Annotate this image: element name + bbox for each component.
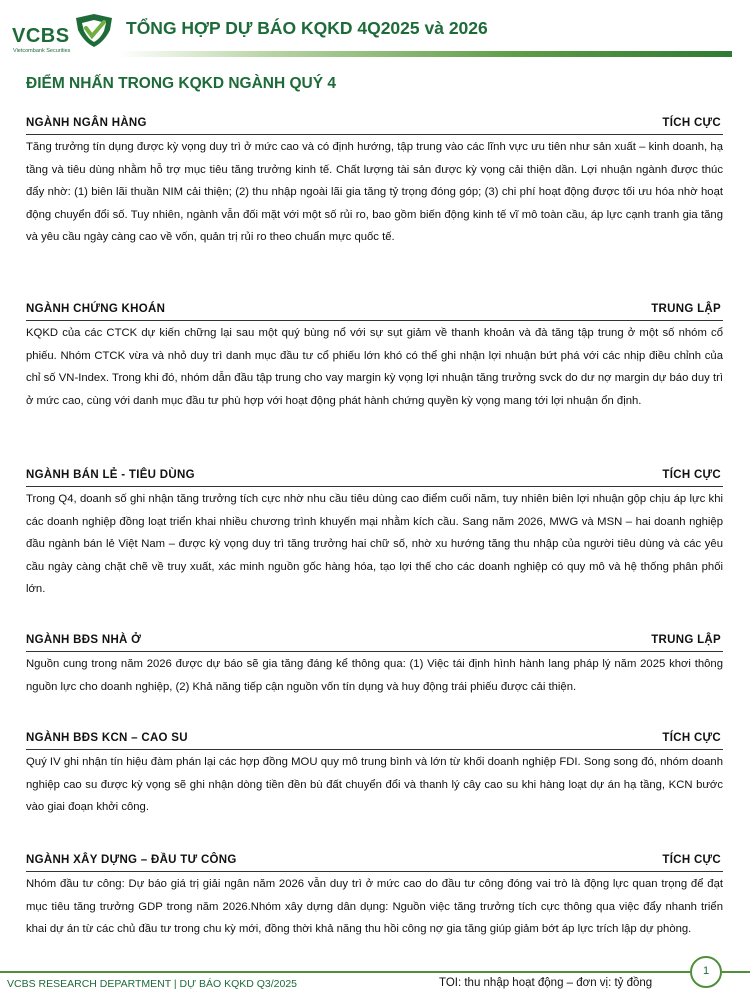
sector-header <box>26 852 723 872</box>
sector-name: NGÀNH CHỨNG KHOÁN <box>26 303 166 315</box>
footer-department: VCBS RESEARCH DEPARTMENT | DỰ BÁO KQKD Q3/2025 <box>7 978 298 990</box>
sector-name: NGÀNH BĐS KCN – CAO SU <box>26 732 188 744</box>
sector-name: NGÀNH XÂY DỰNG – ĐẦU TƯ CÔNG <box>26 854 237 866</box>
vcbs-logo <box>12 14 104 54</box>
sector-name: NGÀNH NGÂN HÀNG <box>26 117 147 129</box>
sector-retail-consumer <box>26 467 723 601</box>
footer-divider-right <box>722 971 750 973</box>
sector-rating: TÍCH CỰC <box>662 854 721 866</box>
sector-rating: TRUNG LẬP <box>651 634 721 646</box>
sector-rating: TÍCH CỰC <box>662 469 721 481</box>
sector-name: NGÀNH BÁN LẺ - TIÊU DÙNG <box>26 469 195 481</box>
sector-text: KQKD của các CTCK dự kiến chững lại sau một quý bùng nổ với sự sụt giảm về thanh khoản và đà tăng tập trung ở một số nhóm cổ phiếu. Nhóm CTCK vừa và nhỏ duy trì danh mục đầu tư cổ phiếu lớn khó có thể ghi nhận lợi nhuận bứt phá với các nhịp điều chỉnh của chỉ số VN-Index. Trong khi đó, nhóm dẫn đầu tập trung cho vay margin kỳ vọng lợi nhuận tăng trưởng svck do dư nợ margin dự báo duy trì ở mức cao, cùng với danh mục đầu tư phù hợp với hoạt động phát hành chứng quyền kỳ vọng mang tới lợi nhuận ổn định. <box>26 327 723 407</box>
logo-text: VCBS <box>12 25 70 47</box>
sector-text: Nhóm đầu tư công: Dự báo giá trị giải ngân năm 2026 vẫn duy trì ở mức cao do đầu tư công đóng vai trò là động lực quan trọng để đạt mục tiêu tăng trưởng GDP trong năm 2026.Nhóm xây dựng dân dụng: Nguồn việc tăng trưởng tích cực thông qua việc đẩy nhanh triển khai dự án từ các chủ đầu tư trong chu kỳ mới, đồng thời khả năng thu hồi công nợ gia tăng giúp giảm bớt áp lực trích lập dự phòng. <box>26 878 723 935</box>
header-gradient-bar <box>118 51 732 57</box>
footer-note: TOI: thu nhập hoạt động – đơn vị: tỷ đồng <box>439 977 653 989</box>
sector-header <box>26 730 723 750</box>
sector-header <box>26 467 723 487</box>
sector-securities <box>26 301 723 412</box>
sector-header <box>26 632 723 652</box>
sector-text: Nguồn cung trong năm 2026 được dự báo sẽ gia tăng đáng kể thông qua: (1) Việc tái định hình hành lang pháp lý năm 2025 khơi thông nguồn lực cho doanh nghiệp, (2) Khả năng tiếp cận nguồn vốn tín dụng và huy động trái phiếu được cải thiện. <box>26 658 723 693</box>
sector-rating: TRUNG LẬP <box>651 303 721 315</box>
report-footer <box>0 960 750 1000</box>
sector-header <box>26 301 723 321</box>
sector-rating: TÍCH CỰC <box>662 732 721 744</box>
sector-residential-real-estate <box>26 632 723 698</box>
section-title: ĐIỂM NHẤN TRONG KQKD NGÀNH QUÝ 4 <box>26 75 337 92</box>
page-number: 1 <box>690 956 722 988</box>
sector-rating: TÍCH CỰC <box>662 117 721 129</box>
sector-text: Tăng trưởng tín dụng được kỳ vọng duy trì ở mức cao và có định hướng, tập trung vào các lĩnh vực ưu tiên như sản xuất – kinh doanh, hạ tầng và tiêu dùng nhằm hỗ trợ mục tiêu tăng trưởng kinh tế. Chất lượng tài sản được kỳ vọng cải thiện dần. Lợi nhuận ngành được thúc đẩy nhờ: (1) biên lãi thuần NIM cải thiện; (2) thu nhập ngoài lãi gia tăng tỷ trọng đóng góp; (3) chi phí hoạt động được tối ưu hóa nhờ hoạt động chuyển đổi số. Tuy nhiên, ngành vẫn đối mặt với một số rủi ro, bao gồm biến động kinh tế vĩ mô toàn cầu, áp lực cạnh tranh gia tăng và yêu cầu ngày càng cao về vốn, quản trị rủi ro theo chuẩn mực quốc tế. <box>26 141 723 243</box>
footer-divider <box>0 971 690 973</box>
report-title: TỔNG HỢP DỰ BÁO KQKD 4Q2025 và 2026 <box>126 18 488 38</box>
sector-text: Trong Q4, doanh số ghi nhận tăng trưởng tích cực nhờ nhu cầu tiêu dùng cao điểm cuối năm, tuy nhiên biên lợi nhuận gộp chịu áp lực khi các doanh nghiệp đồng loạt triển khai nhiều chương trình khuyến mại nhằm kích cầu. Sang năm 2026, MWG và MSN – hai doanh nghiệp đầu ngành bán lẻ Việt Nam – được kỳ vọng duy trì tăng trưởng hai chữ số, nhờ xu hướng tăng thu nhập của người tiêu dùng và các yêu cầu ngày càng chặt chẽ về truy xuất, xác minh nguồn gốc hàng hóa, tạo lợi thế cho các doanh nghiệp có quy mô và hệ thống phân phối lớn. <box>26 493 723 595</box>
logo-shield-icon <box>74 14 114 48</box>
sector-banking <box>26 115 723 249</box>
sector-text: Quý IV ghi nhận tín hiệu đàm phán lại các hợp đồng MOU quy mô trung bình và lớn từ khối doanh nghiệp FDI. Song song đó, nhóm doanh nghiệp cao su được kỳ vọng sẽ ghi nhận dòng tiền đền bù đất chuyển đổi và thanh lý cây cao su khi hàng loạt dự án hạ tầng, KCN bước vào giai đoạn khởi công. <box>26 756 723 813</box>
sector-industrial-park-rubber <box>26 730 723 819</box>
sector-header <box>26 115 723 135</box>
sector-name: NGÀNH BĐS NHÀ Ở <box>26 634 142 646</box>
report-header <box>0 0 750 62</box>
logo-subtext: Vietcombank Securities <box>13 48 71 54</box>
sector-construction-public-investment <box>26 852 723 941</box>
